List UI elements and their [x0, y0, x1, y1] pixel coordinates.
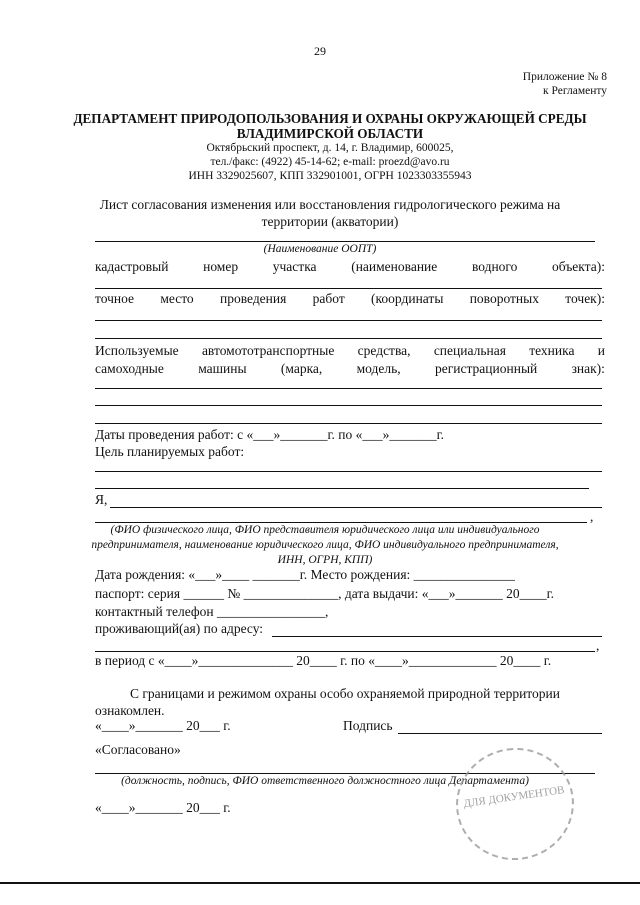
cadastral-field[interactable]: [95, 288, 602, 289]
goal-label: Цель планируемых работ:: [95, 444, 245, 459]
residence-field-1[interactable]: [272, 636, 602, 637]
applicant-comma: ,: [590, 509, 594, 524]
residence-comma: ,: [596, 638, 600, 653]
department-line-1: ДЕПАРТАМЕНТ ПРИРОДОПОЛЬЗОВАНИЯ И ОХРАНЫ ОКРУЖАЮЩЕЙ СРЕДЫ: [73, 111, 587, 126]
work-dates-line: Даты проведения работ: с «___»_______г. по «___»_______г.: [95, 427, 445, 442]
title-line-2: территории (акватории): [261, 214, 399, 229]
goal-field-2[interactable]: [95, 488, 589, 489]
department-ids: ИНН 3329025607, КПП 332901001, ОГРН 1023303355943: [188, 170, 472, 182]
department-name: [60, 111, 600, 141]
residence-field-2[interactable]: [95, 651, 595, 652]
cadastral-label: кадастровый номер участка (наименование водного объекта):: [95, 259, 605, 274]
coordinates-field-1[interactable]: [95, 320, 602, 321]
appendix-label: [523, 70, 607, 98]
oopt-name-field[interactable]: [95, 241, 595, 242]
residence-label: проживающий(ая) по адресу:: [95, 621, 264, 636]
official-stamp: ДЛЯ ДОКУМЕНТОВ: [449, 740, 581, 867]
vehicles-field-1[interactable]: [95, 388, 602, 389]
final-date: «____»_______ 20___ г.: [95, 800, 231, 815]
page-bottom-rule: [0, 882, 640, 884]
appendix-number: Приложение № 8: [522, 71, 607, 83]
official-caption: (должность, подпись, ФИО ответственного должностного лица Департамента): [121, 775, 529, 787]
vehicles-field-2[interactable]: [95, 405, 602, 406]
title-line-1: Лист согласования изменения или восстановления гидрологического режима на: [99, 197, 561, 212]
applicant-caption: (ФИО физического лица, ФИО представителя юридического лица или индивидуального предпринимателя, наименование юридического лица, ФИО индивидуального предпринимателя, ИНН, ОГРН, КПП): [91, 524, 559, 566]
goal-field-1[interactable]: [95, 471, 602, 472]
vehicles-label-2: самоходные машины (марка, модель, регистрационный знак):: [95, 361, 605, 376]
acquaintance-line-1: С границами и режимом охраны особо охраняемой природной территории: [130, 686, 560, 701]
acquaintance-line-2: ознакомлен.: [95, 703, 165, 718]
department-line-2: ВЛАДИМИРСКОЙ ОБЛАСТИ: [236, 126, 424, 141]
signature-date: «____»_______ 20___ г.: [95, 718, 231, 733]
page-number: 29: [314, 44, 326, 58]
period-line: в период с «____»______________ 20____ г. по «____»_____________ 20____ г.: [95, 653, 552, 668]
department-address: Октябрьский проспект, д. 14, г. Владимир, 600025,: [206, 142, 454, 154]
document-title: [60, 196, 600, 230]
department-phone: тел./факс: (4922) 45-14-62; e-mail: proezd@avo.ru: [210, 156, 450, 168]
agreed-label: «Согласовано»: [95, 742, 181, 757]
passport-line: паспорт: серия ______ № ______________, дата выдачи: «___»_______ 20____г.: [95, 586, 554, 601]
vehicles-label-1: Используемые автомототранспортные средства, специальная техника и: [95, 343, 605, 358]
signature-field[interactable]: [398, 733, 602, 734]
applicant-field-1[interactable]: [110, 507, 602, 508]
appendix-reference: к Регламенту: [543, 85, 607, 97]
oopt-caption: (Наименование ООПТ): [263, 243, 377, 255]
phone-line: контактный телефон ________________,: [95, 604, 329, 619]
work-place-label: точное место проведения работ (координаты поворотных точек):: [95, 291, 605, 306]
birth-line: Дата рождения: «___»____ _______г. Место рождения: _______________: [95, 567, 515, 582]
coordinates-field-2[interactable]: [95, 338, 602, 339]
department-contacts: [60, 141, 600, 183]
vehicles-field-3[interactable]: [95, 423, 602, 424]
signature-label: Подпись: [343, 718, 393, 733]
applicant-label: Я,: [95, 492, 108, 507]
